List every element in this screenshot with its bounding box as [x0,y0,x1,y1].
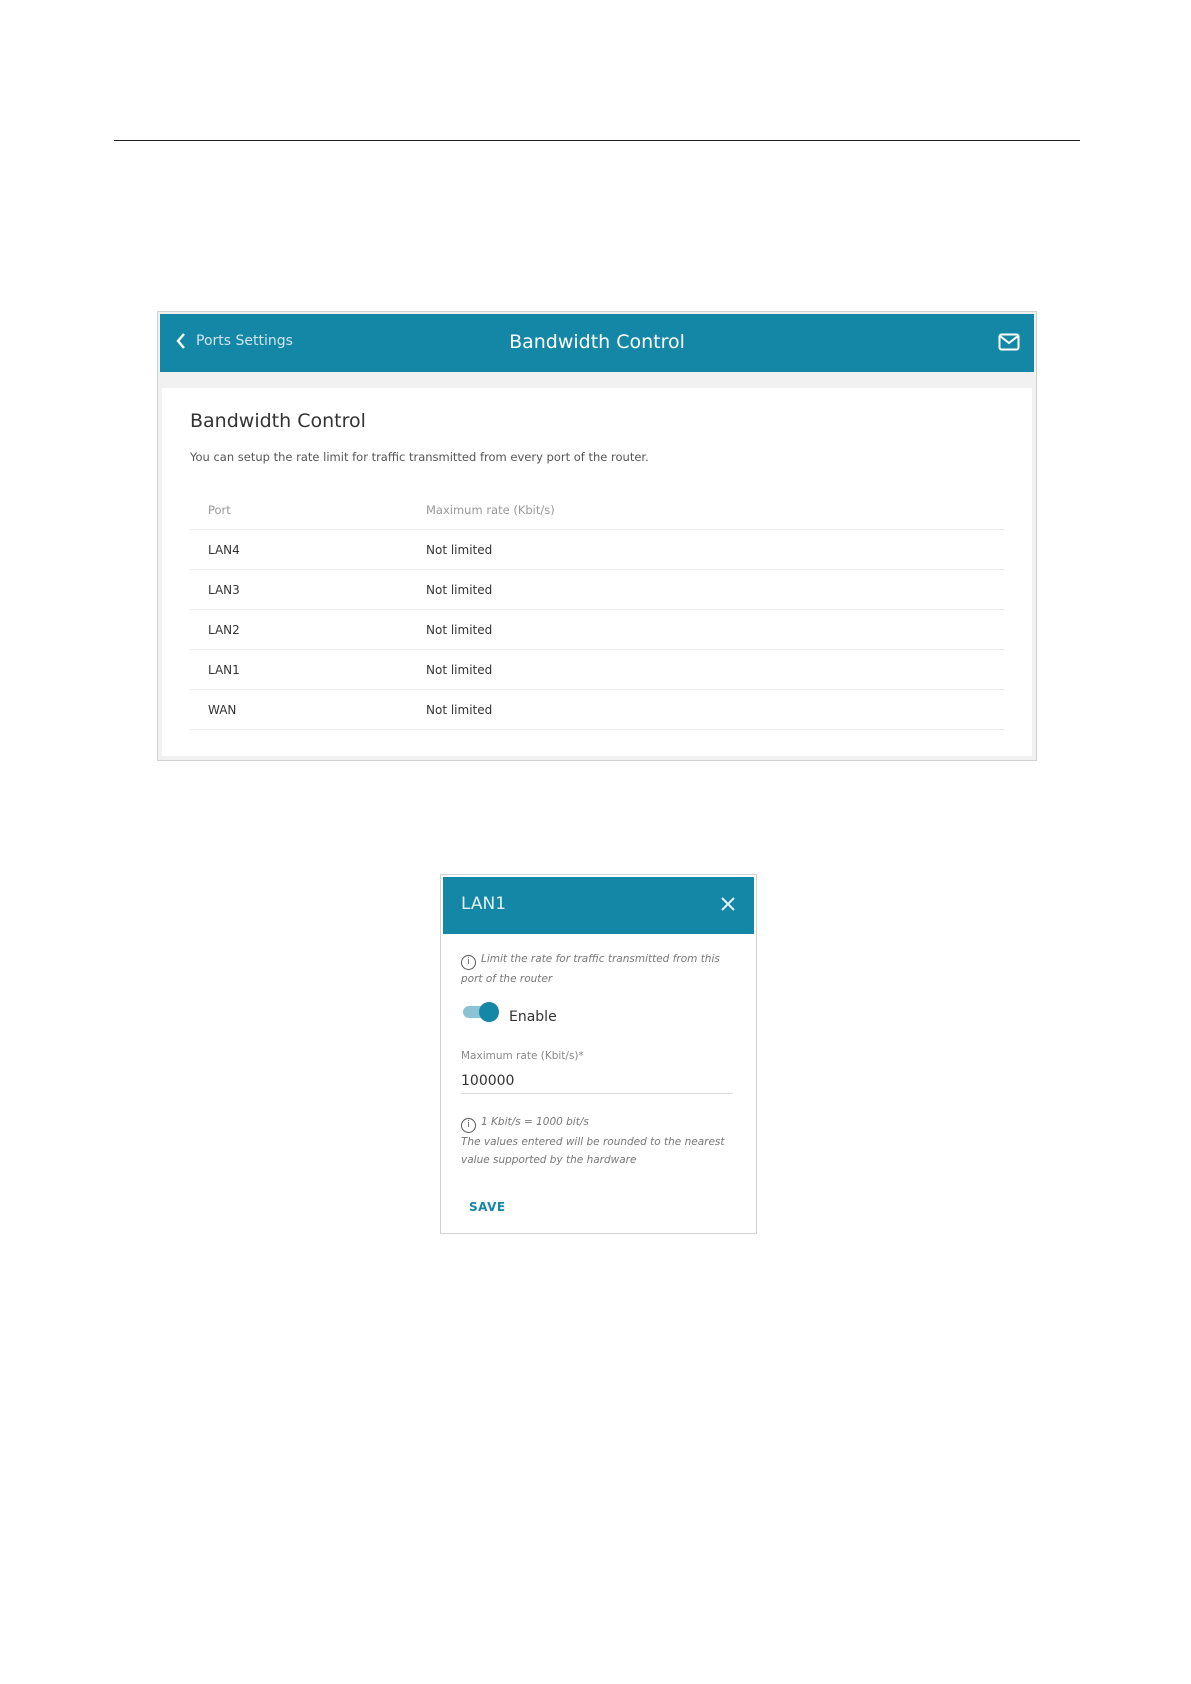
table-row[interactable] [190,610,1004,650]
table-row[interactable] [190,690,1004,730]
port-name: LAN4 [208,543,240,557]
port-name: LAN2 [208,623,240,637]
port-rate: Not limited [426,623,493,637]
dialog-header [443,877,754,934]
table-row[interactable] [190,570,1004,610]
rate-note-line2: The values entered will be rounded to the nearest value supported by the hardware [461,1136,725,1166]
table-header [190,490,1004,530]
content-panel [162,388,1032,756]
table-row[interactable] [190,530,1004,570]
page-title: Bandwidth Control [509,331,685,353]
panel-title: Bandwidth Control [190,410,366,432]
dialog-info [461,950,738,988]
rate-note [461,1113,738,1169]
panel-description: You can setup the rate limit for traffic transmitted from every port of the router. [190,450,649,464]
info-icon: i [461,1118,476,1133]
port-name: LAN3 [208,583,240,597]
column-header-port: Port [208,503,231,517]
page-divider [114,140,1080,141]
column-header-rate: Maximum rate (Kbit/s) [426,503,555,517]
dialog-info-text: Limit the rate for traffic transmitted from this port of the router [461,953,720,985]
save-button[interactable]: SAVE [469,1200,506,1214]
port-rate: Not limited [426,583,493,597]
toggle-knob [479,1002,499,1022]
port-name: WAN [208,703,237,717]
port-rate: Not limited [426,663,493,677]
port-rate: Not limited [426,703,493,717]
enable-toggle[interactable] [463,1006,495,1018]
ports-table [190,490,1004,730]
port-name: LAN1 [208,663,240,677]
app-header [160,314,1034,372]
bandwidth-control-screen [157,311,1037,761]
max-rate-label: Maximum rate (Kbit/s)* [461,1050,584,1062]
port-rate: Not limited [426,543,493,557]
dialog-title: LAN1 [461,894,507,914]
enable-label: Enable [509,1009,557,1025]
back-label: Ports Settings [196,333,293,349]
table-row[interactable] [190,650,1004,690]
port-edit-dialog [440,874,757,1234]
max-rate-input[interactable] [461,1069,733,1094]
info-icon: i [461,955,476,970]
rate-note-line1: 1 Kbit/s = 1000 bit/s [481,1116,589,1128]
close-icon[interactable] [720,896,736,916]
mail-icon[interactable] [998,333,1020,355]
